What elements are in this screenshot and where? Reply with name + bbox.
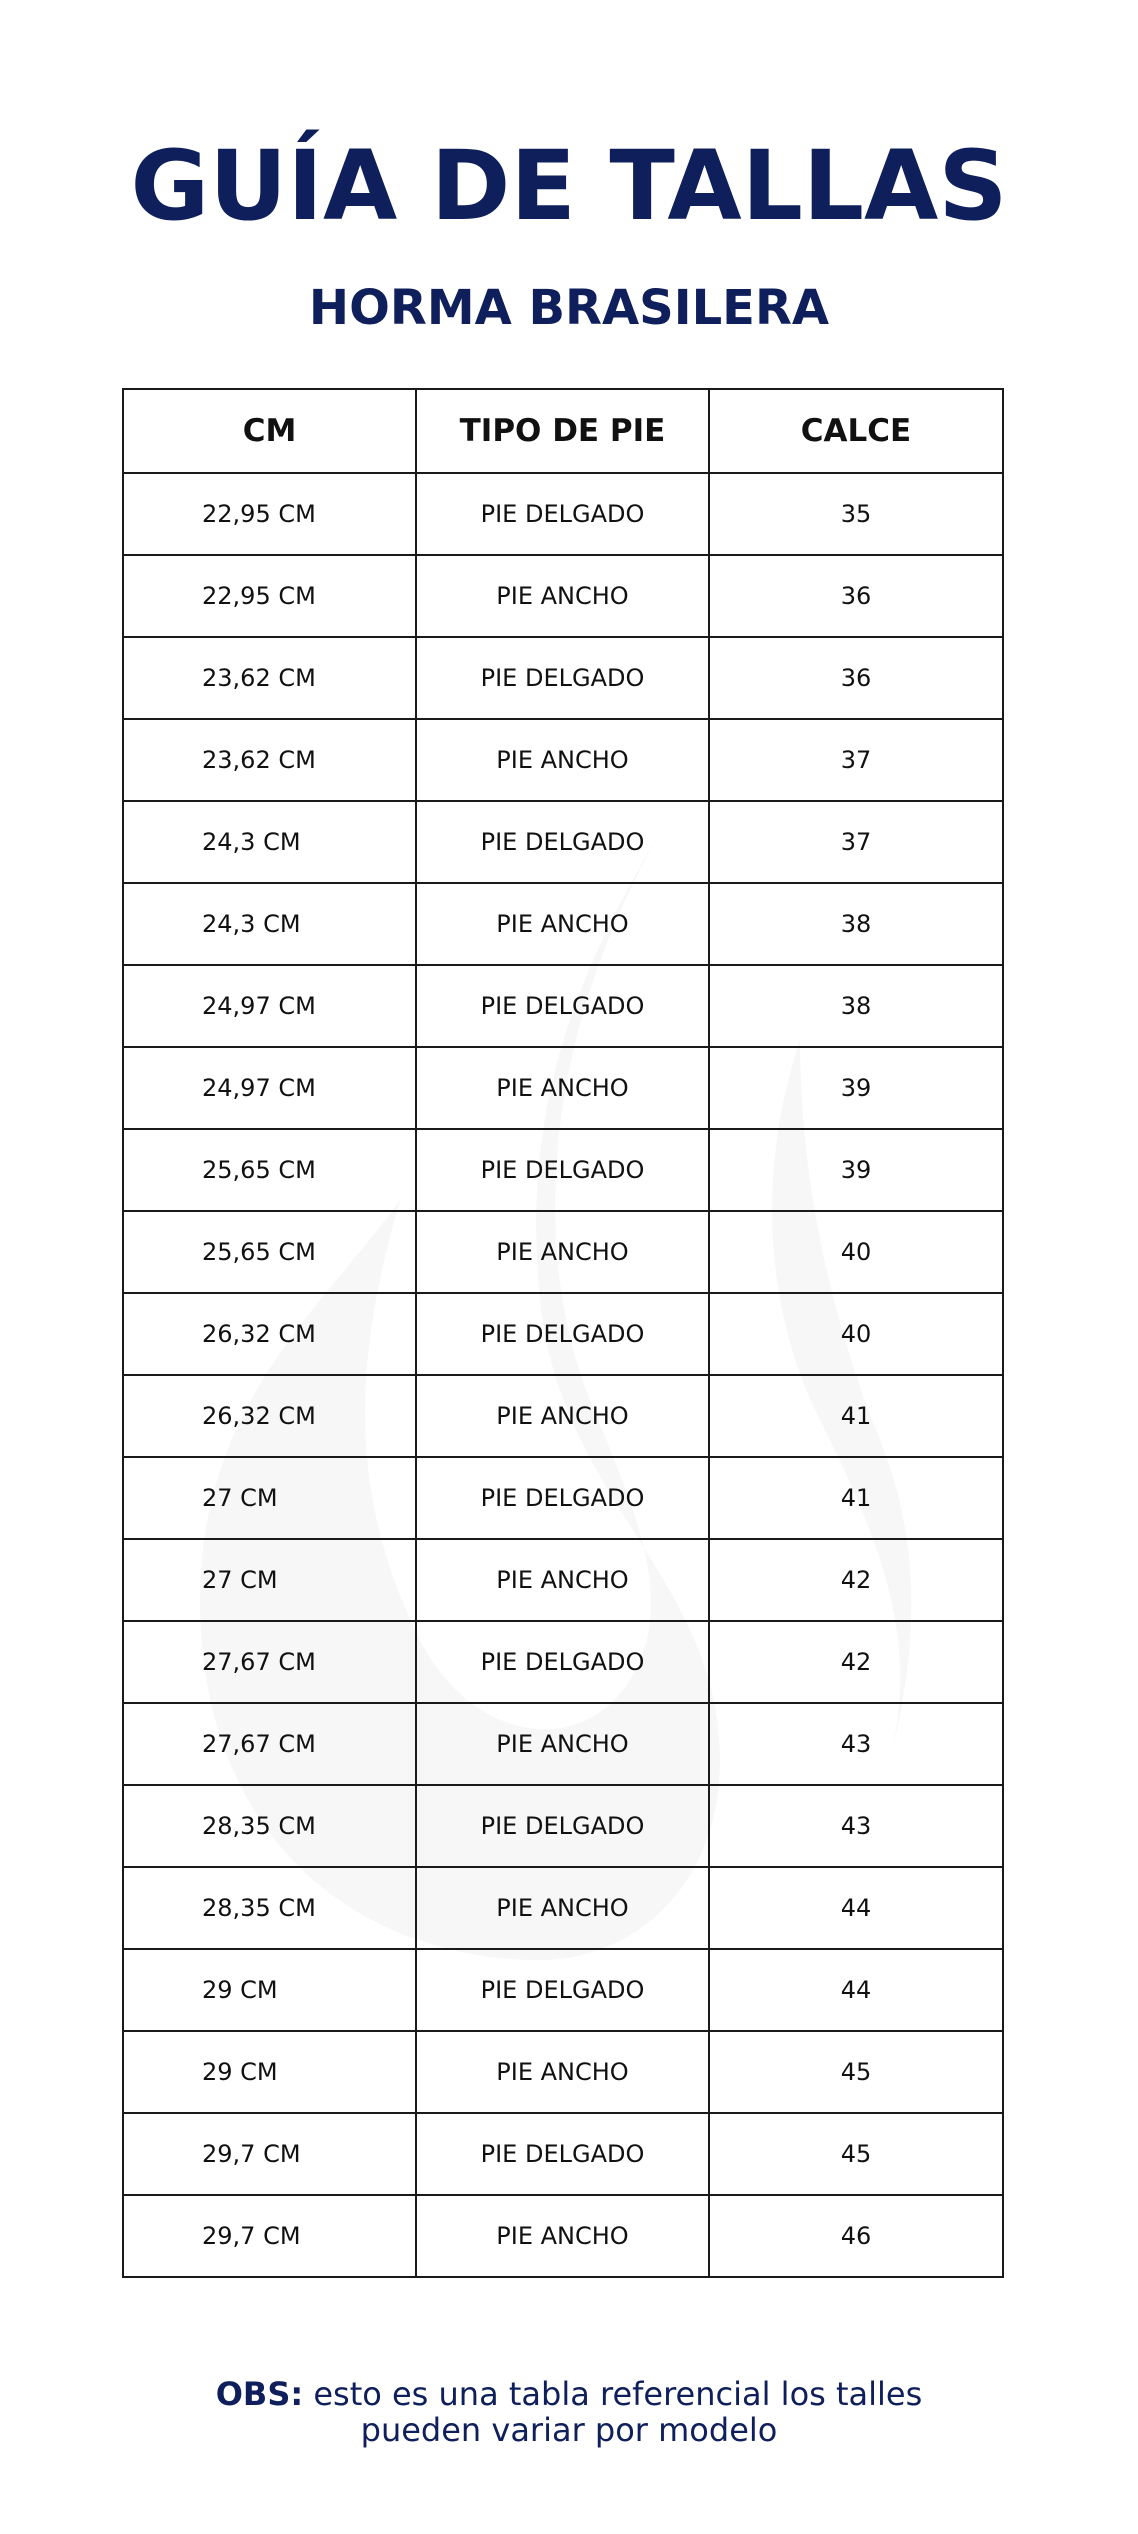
table-row [123, 719, 1003, 801]
note-line-1: esto es una tabla referencial los talles [313, 2375, 923, 2413]
cell-cm: 27,67 CM [123, 1621, 416, 1703]
cell-cm: 27,67 CM [123, 1703, 416, 1785]
table-row [123, 965, 1003, 1047]
table-row [123, 1293, 1003, 1375]
cell-tipo: PIE ANCHO [416, 1539, 709, 1621]
cell-calce: 37 [709, 719, 1003, 801]
cell-tipo: PIE DELGADO [416, 1129, 709, 1211]
cell-calce: 42 [709, 1621, 1003, 1703]
cell-tipo: PIE DELGADO [416, 1621, 709, 1703]
note-label: OBS: [215, 2375, 304, 2413]
page-title: GUÍA DE TALLAS [130, 130, 1008, 242]
cell-tipo: PIE DELGADO [416, 801, 709, 883]
cell-tipo: PIE DELGADO [416, 1293, 709, 1375]
table-row [123, 1211, 1003, 1293]
cell-calce: 45 [709, 2031, 1003, 2113]
cell-calce: 42 [709, 1539, 1003, 1621]
table-row [123, 473, 1003, 555]
cell-calce: 44 [709, 1867, 1003, 1949]
cell-tipo: PIE ANCHO [416, 2031, 709, 2113]
page-subtitle: HORMA BRASILERA [308, 280, 830, 336]
cell-calce: 38 [709, 965, 1003, 1047]
table-row [123, 1949, 1003, 2031]
cell-cm: 25,65 CM [123, 1211, 416, 1293]
cell-tipo: PIE DELGADO [416, 1457, 709, 1539]
table-row [123, 637, 1003, 719]
header-tipo-de-pie: TIPO DE PIE [416, 389, 709, 473]
table-row [123, 2031, 1003, 2113]
note-line-2: pueden variar por modelo [360, 2411, 778, 2449]
cell-cm: 29 CM [123, 2031, 416, 2113]
header-calce: CALCE [709, 389, 1003, 473]
cell-cm: 23,62 CM [123, 637, 416, 719]
cell-calce: 46 [709, 2195, 1003, 2277]
cell-cm: 27 CM [123, 1457, 416, 1539]
cell-tipo: PIE DELGADO [416, 637, 709, 719]
cell-cm: 26,32 CM [123, 1375, 416, 1457]
table-row [123, 883, 1003, 965]
size-guide-table [122, 388, 1004, 2278]
table-row [123, 1785, 1003, 1867]
table-row [123, 2195, 1003, 2277]
cell-cm: 28,35 CM [123, 1785, 416, 1867]
cell-cm: 23,62 CM [123, 719, 416, 801]
table-row [123, 801, 1003, 883]
cell-tipo: PIE DELGADO [416, 1949, 709, 2031]
table-row [123, 1703, 1003, 1785]
table-row [123, 1457, 1003, 1539]
table-row [123, 1129, 1003, 1211]
cell-tipo: PIE ANCHO [416, 2195, 709, 2277]
cell-tipo: PIE ANCHO [416, 1375, 709, 1457]
cell-calce: 36 [709, 637, 1003, 719]
cell-tipo: PIE ANCHO [416, 1867, 709, 1949]
header-cm: CM [123, 389, 416, 473]
cell-tipo: PIE DELGADO [416, 473, 709, 555]
cell-cm: 24,97 CM [123, 965, 416, 1047]
table-row [123, 1539, 1003, 1621]
cell-calce: 41 [709, 1457, 1003, 1539]
cell-calce: 44 [709, 1949, 1003, 2031]
table-row [123, 2113, 1003, 2195]
cell-calce: 43 [709, 1785, 1003, 1867]
cell-tipo: PIE DELGADO [416, 1785, 709, 1867]
cell-calce: 40 [709, 1293, 1003, 1375]
cell-cm: 29,7 CM [123, 2113, 416, 2195]
cell-cm: 29,7 CM [123, 2195, 416, 2277]
cell-calce: 35 [709, 473, 1003, 555]
cell-cm: 24,97 CM [123, 1047, 416, 1129]
cell-cm: 22,95 CM [123, 473, 416, 555]
cell-calce: 40 [709, 1211, 1003, 1293]
cell-cm: 26,32 CM [123, 1293, 416, 1375]
table-row [123, 1047, 1003, 1129]
table-header-row [123, 389, 1003, 473]
cell-cm: 25,65 CM [123, 1129, 416, 1211]
cell-tipo: PIE ANCHO [416, 1047, 709, 1129]
cell-tipo: PIE ANCHO [416, 883, 709, 965]
table-row [123, 1375, 1003, 1457]
cell-tipo: PIE DELGADO [416, 965, 709, 1047]
cell-calce: 36 [709, 555, 1003, 637]
cell-cm: 27 CM [123, 1539, 416, 1621]
table-row [123, 555, 1003, 637]
cell-calce: 43 [709, 1703, 1003, 1785]
cell-cm: 28,35 CM [123, 1867, 416, 1949]
cell-cm: 22,95 CM [123, 555, 416, 637]
table-row [123, 1621, 1003, 1703]
table-row [123, 1867, 1003, 1949]
cell-calce: 39 [709, 1129, 1003, 1211]
cell-tipo: PIE ANCHO [416, 719, 709, 801]
cell-calce: 38 [709, 883, 1003, 965]
cell-cm: 24,3 CM [123, 883, 416, 965]
cell-calce: 39 [709, 1047, 1003, 1129]
observation-note [0, 2376, 1138, 2448]
cell-cm: 24,3 CM [123, 801, 416, 883]
cell-calce: 45 [709, 2113, 1003, 2195]
cell-calce: 37 [709, 801, 1003, 883]
cell-calce: 41 [709, 1375, 1003, 1457]
cell-tipo: PIE ANCHO [416, 555, 709, 637]
cell-tipo: PIE DELGADO [416, 2113, 709, 2195]
cell-cm: 29 CM [123, 1949, 416, 2031]
cell-tipo: PIE ANCHO [416, 1211, 709, 1293]
cell-tipo: PIE ANCHO [416, 1703, 709, 1785]
